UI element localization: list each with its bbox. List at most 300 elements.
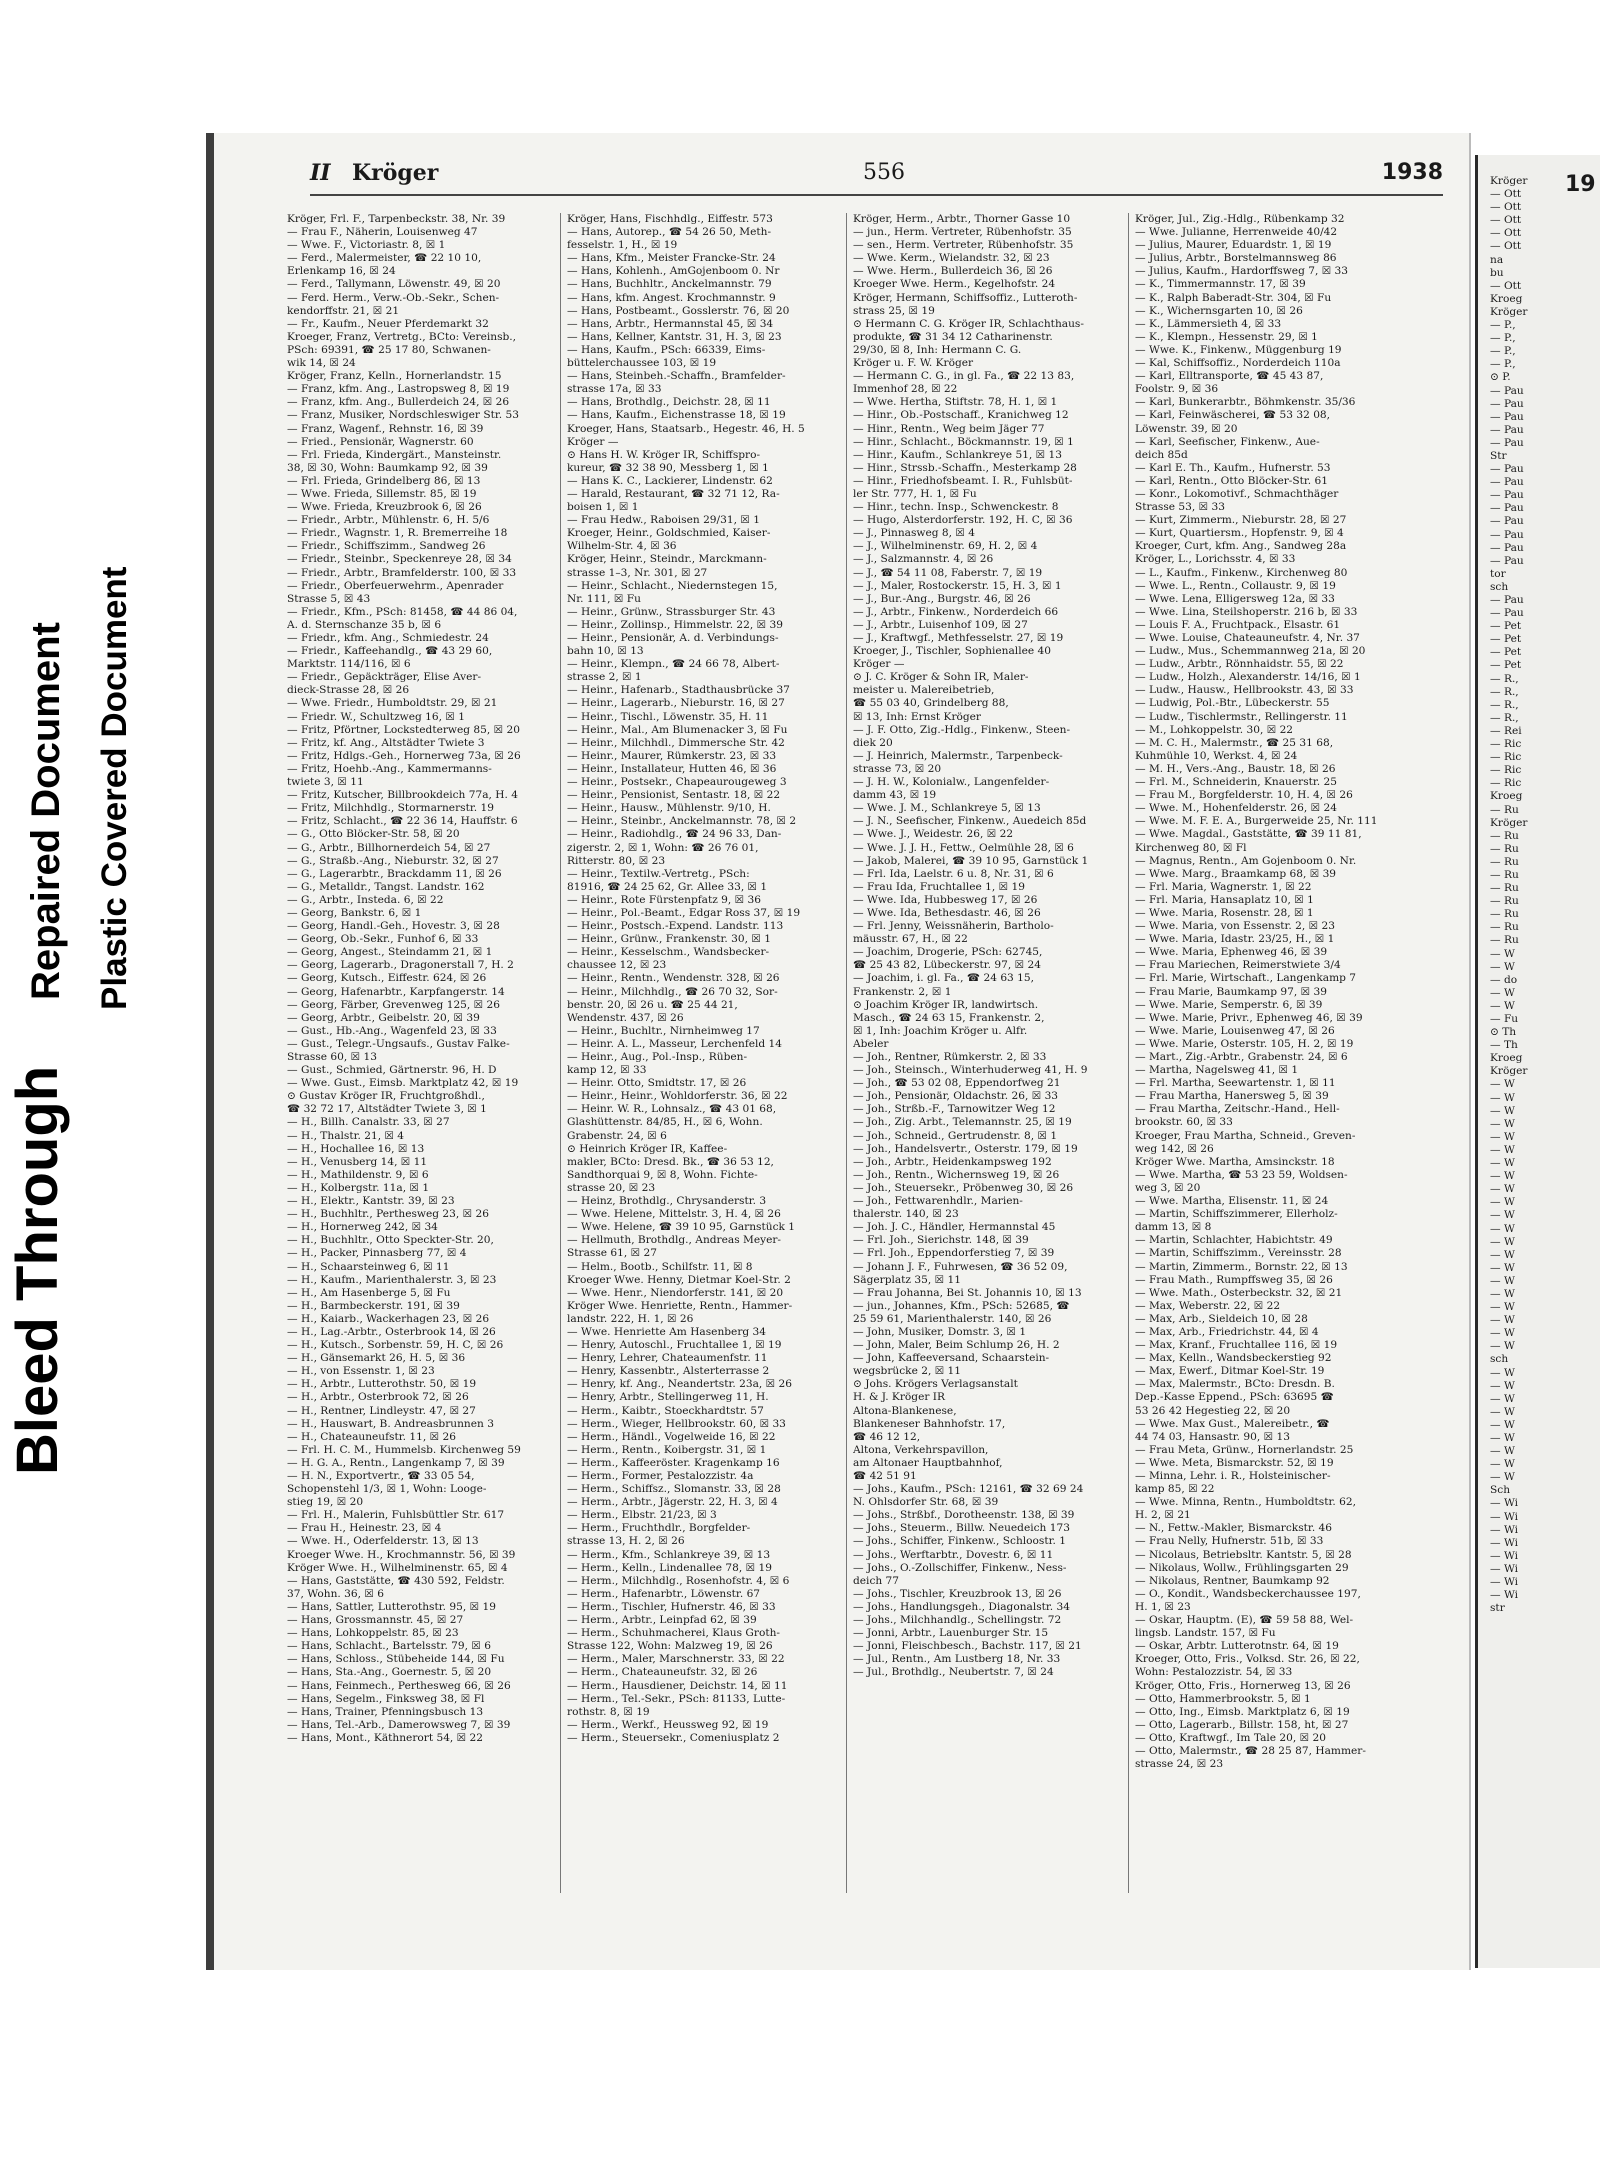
- directory-entry: strasse 24, ☒ 23: [1135, 1758, 1224, 1771]
- edge-entry: — Wi: [1490, 1589, 1519, 1602]
- directory-entry: Kröger, Jul., Zig.-Hdlg., Rübenkamp 32: [1135, 213, 1345, 225]
- directory-entry: — Magnus, Rentn., Am Gojenboom 0. Nr.: [1135, 854, 1357, 867]
- directory-entry: — Frl. Frieda, Grindelberg 86, ☒ 13: [287, 474, 481, 487]
- directory-entry: — Ferd., Tallymann, Löwenstr. 49, ☒ 20: [287, 278, 501, 291]
- directory-entry: — Hans, Lohkoppelstr. 85, ☒ 23: [287, 1627, 459, 1640]
- directory-entry: meister u. Malereibetrieb,: [853, 684, 995, 697]
- directory-entry: Erlenkamp 16, ☒ 24: [287, 265, 396, 278]
- directory-entry: — Frau Math., Rumpffsweg 35, ☒ 26: [1135, 1273, 1333, 1286]
- edge-entry: — Ru: [1490, 895, 1519, 908]
- directory-entry: — J. N., Seefischer, Finkenw., Auedeich 85d: [853, 815, 1087, 828]
- directory-entry: — Hans, Feinmech., Perthesweg 66, ☒ 26: [287, 1679, 511, 1692]
- directory-entry: strasse 13, H. 2, ☒ 26: [567, 1535, 685, 1548]
- directory-entry: — Georg, Kutsch., Eiffestr. 624, ☒ 26: [287, 972, 487, 985]
- page-prefix: II: [310, 160, 331, 186]
- directory-entry: — Karl, Elltransporte, ☎ 45 43 87,: [1135, 370, 1324, 383]
- directory-entry: Kröger, Otto, Fris., Hornerweg 13, ☒ 26: [1135, 1679, 1351, 1692]
- directory-entry: — Heinr. A. L., Masseur, Lerchenfeld 14: [567, 1037, 783, 1050]
- directory-entry: Kröger, L., Lorichsstr. 4, ☒ 33: [1135, 553, 1296, 566]
- directory-entry: — Helm., Bootb., Schilfstr. 11, ☒ 8: [567, 1260, 753, 1273]
- directory-entry: — Julius, Maurer, Eduardstr. 1, ☒ 19: [1135, 239, 1332, 252]
- directory-entry: strasse 20, ☒ 23: [567, 1181, 656, 1194]
- directory-entry: — Hinr., Ob.-Postschaff., Kranichweg 12: [853, 409, 1069, 422]
- directory-entry: — Wwe. Maria, Ephenweg 46, ☒ 39: [1135, 946, 1328, 959]
- directory-entry: am Altonaer Hauptbahnhof,: [853, 1456, 1003, 1469]
- next-page-year: 19: [1565, 172, 1596, 197]
- directory-entry: — Hans, Kellner, Kantstr. 31, H. 3, ☒ 23: [567, 330, 782, 343]
- directory-column-2: [567, 213, 831, 1893]
- directory-entry: — Georg, Ob.-Sekr., Funhof 6, ☒ 33: [287, 933, 479, 946]
- directory-entry: — Johs., Werftarbtr., Dovestr. 6, ☒ 11: [853, 1548, 1054, 1561]
- directory-entry: — Franz, kfm. Ang., Lastropsweg 8, ☒ 19: [287, 383, 510, 396]
- directory-entry: — Frau Hedw., Raboisen 29/31, ☒ 1: [567, 514, 760, 527]
- directory-entry: — Heinr., Steinbr., Anckelmannstr. 78, ☒ 2: [567, 815, 797, 828]
- directory-entry: — H., von Essenstr. 1, ☒ 23: [287, 1365, 435, 1378]
- directory-entry: — G., Otto Blöcker-Str. 58, ☒ 20: [287, 828, 460, 841]
- directory-entry: ⊙ J. C. Kröger & Sohn IR, Maler-: [853, 671, 1029, 684]
- directory-entry: fesselstr. 1, H., ☒ 19: [567, 239, 678, 252]
- directory-entry: — Hermann C. G., in gl. Fa., ☎ 22 13 83,: [853, 370, 1075, 383]
- directory-entry: — Hinr., techn. Insp., Schwenckestr. 8: [853, 501, 1059, 514]
- directory-entry: — Herm., Former, Pestalozzistr. 4a: [567, 1470, 754, 1482]
- directory-entry: — Fritz, Milchhdlg., Stormarnerstr. 19: [287, 802, 494, 815]
- edge-entry: — W: [1490, 1274, 1515, 1287]
- directory-entry: — Frau Martha, Zeitschr.-Hand., Hell-: [1135, 1103, 1340, 1116]
- directory-entry: kureur, ☎ 32 38 90, Messberg 1, ☒ 1: [567, 461, 769, 474]
- edge-entry: Kröger: [1490, 816, 1528, 829]
- directory-entry: — K., Lämmersieth 4, ☒ 33: [1135, 317, 1282, 330]
- directory-entry: — Herm., Werkf., Heussweg 92, ☒ 19: [567, 1718, 769, 1731]
- directory-entry: — Friedr., Oberfeuerwehrm., Apenrader: [287, 579, 504, 592]
- directory-entry: — Wwe. Frieda, Sillemstr. 85, ☒ 19: [287, 487, 477, 500]
- edge-entry: — Ric: [1490, 751, 1522, 764]
- directory-entry: — Martin, Schiffszimmerer, Ellerholz-: [1135, 1208, 1338, 1221]
- directory-entry: ☎ 46 12 12,: [853, 1430, 921, 1443]
- directory-entry: — H. N., Exportvertr., ☎ 33 05 54,: [287, 1470, 475, 1482]
- directory-entry: — Wwe. Henr., Niendorferstr. 141, ☒ 20: [567, 1286, 784, 1299]
- directory-entry: — Oskar, Hauptm. (E), ☎ 59 58 88, Wel-: [1135, 1614, 1354, 1627]
- directory-entry: deich 85d: [1135, 448, 1188, 461]
- edge-entry: — Pau: [1490, 541, 1524, 554]
- edge-entry: — P.,: [1490, 332, 1516, 345]
- directory-entry: Kröger u. F. W. Kröger: [853, 357, 974, 370]
- directory-entry: ⊙ Hermann C. G. Kröger IR, Schlachthaus-: [853, 317, 1084, 330]
- directory-entry: strasse 17a, ☒ 33: [567, 383, 662, 396]
- directory-entry: Kröger, Herm., Arbtr., Thorner Gasse 10: [853, 213, 1071, 225]
- directory-entry: — Frau Johanna, Bei St. Johannis 10, ☒ 13: [853, 1286, 1082, 1299]
- directory-entry: — Johs., Schiffer, Finkenw., Schloostr. 1: [853, 1535, 1066, 1548]
- directory-entry: — Nikolaus, Wollw., Frühlingsgarten 29: [1135, 1561, 1349, 1574]
- directory-entry: — Hans, Buchhltr., Anckelmannstr. 79: [567, 278, 772, 291]
- directory-entry: H. 2, ☒ 21: [1135, 1509, 1191, 1522]
- directory-entry: — Wwe. Henriette Am Hasenberg 34: [567, 1325, 767, 1338]
- directory-entry: — Hans, Brothdlg., Deichstr. 28, ☒ 11: [567, 396, 771, 409]
- directory-entry: — Heinr., Rote Fürstenpfatz 9, ☒ 36: [567, 893, 761, 906]
- plastic-covered-label: Plastic Covered Document: [95, 566, 134, 1010]
- directory-entry: Wilhelm-Str. 4, ☒ 36: [567, 540, 677, 553]
- directory-entry: — Ludw., Holzh., Alexanderstr. 14/16, ☒ 1: [1135, 671, 1361, 684]
- directory-entry: Strasse 5, ☒ 43: [287, 592, 371, 605]
- directory-entry: — G., Metalldr., Tangst. Landstr. 162: [287, 880, 485, 893]
- edge-entry: — Ru: [1490, 934, 1519, 947]
- edge-entry: Kroeg: [1490, 292, 1523, 305]
- directory-entry: — Hans, Schlacht., Bartelsstr. 79, ☒ 6: [287, 1640, 492, 1653]
- directory-entry: — H., Lag.-Arbtr., Osterbrook 14, ☒ 26: [287, 1325, 496, 1338]
- directory-entry: — H., Arbtr., Osterbrook 72, ☒ 26: [287, 1391, 469, 1404]
- directory-entry: — Ludw., Hausw., Hellbrookstr. 43, ☒ 33: [1135, 684, 1354, 697]
- directory-entry: Löwenstr. 39, ☒ 20: [1135, 422, 1238, 435]
- directory-entry: ⊙ Heinrich Kröger IR, Kaffee-: [567, 1142, 728, 1155]
- edge-entry: — Pet: [1490, 633, 1522, 646]
- directory-entry: — Georg, Hafenarbtr., Karpfangerstr. 14: [287, 985, 505, 998]
- directory-entry: Kröger —: [567, 435, 619, 448]
- directory-entry: — Fritz, Schlacht., ☎ 22 36 14, Hauffstr. 6: [287, 815, 518, 828]
- directory-entry: — Hans, Steinbeh.-Schaffn., Bramfelder-: [567, 370, 786, 383]
- directory-entry: Abeler: [853, 1037, 889, 1050]
- directory-entry: — Hans, Tel.-Arb., Damerowsweg 7, ☒ 39: [287, 1718, 511, 1731]
- directory-entry: dieck-Strasse 28, ☒ 26: [287, 684, 410, 697]
- directory-entry: — Hans, Mont., Käthnerort 54, ☒ 22: [287, 1731, 484, 1744]
- directory-entry: — M. H., Vers.-Ang., Baustr. 18, ☒ 26: [1135, 762, 1336, 775]
- directory-entry: — Wwe. L., Rentn., Collaustr. 9, ☒ 19: [1135, 579, 1336, 592]
- directory-entry: — Joh., Pensionär, Oldachstr. 26, ☒ 33: [853, 1090, 1059, 1103]
- directory-entry: rothstr. 8, ☒ 19: [567, 1705, 650, 1718]
- directory-entry: Nr. 111, ☒ Fu: [567, 592, 641, 605]
- edge-entry: — W: [1490, 1209, 1515, 1222]
- edge-entry: — W: [1490, 1248, 1515, 1261]
- directory-entry: ⊙ Hans H. W. Kröger IR, Schiffspro-: [567, 448, 761, 461]
- edge-entry: — W: [1490, 947, 1515, 960]
- edge-entry: — Ric: [1490, 777, 1522, 790]
- directory-entry: Strasse 61, ☒ 27: [567, 1247, 657, 1260]
- edge-entry: — Rei: [1490, 724, 1522, 737]
- directory-entry: ☒ 13, Inh: Ernst Kröger: [853, 710, 981, 723]
- directory-entry: Schopenstehl 1/3, ☒ 1, Wohn: Looge-: [287, 1483, 487, 1496]
- edge-entry: — Pau: [1490, 502, 1524, 515]
- directory-entry: — Frl. Marie, Wirtschaft., Langenkamp 7: [1135, 972, 1357, 985]
- directory-entry: — Kurt, Quartiersm., Hopfenstr. 9, ☒ 4: [1135, 527, 1344, 540]
- directory-entry: diek 20: [853, 736, 893, 749]
- directory-entry: — Wwe. Magdal., Gaststätte, ☎ 39 11 81,: [1135, 828, 1362, 841]
- directory-entry: — Herm., Kfm., Schlankreye 39, ☒ 13: [567, 1548, 771, 1561]
- directory-entry: — Wwe. M. F. E. A., Burgerweide 25, Nr. 111: [1135, 815, 1378, 828]
- directory-entry: — Herm., Händl., Vogelweide 16, ☒ 22: [567, 1430, 776, 1443]
- directory-entry: — Herm., Hafenarbtr., Löwenstr. 67: [567, 1587, 761, 1600]
- directory-entry: — J., Salzmannstr. 4, ☒ 26: [853, 553, 994, 566]
- directory-entry: — Hinr., Schlacht., Böckmannstr. 19, ☒ 1: [853, 435, 1074, 448]
- edge-entry: — Wi: [1490, 1562, 1519, 1575]
- directory-entry: — Henry, Autoschl., Fruchtallee 1, ☒ 19: [567, 1339, 782, 1352]
- directory-entry: Strasse 53, ☒ 33: [1135, 501, 1225, 514]
- directory-entry: — Herm., Steuersekr., Comeniusplatz 2: [567, 1731, 780, 1744]
- directory-entry: — Friedr., Kaffeehandlg., ☎ 43 29 60,: [287, 645, 493, 658]
- directory-entry: — Heinr., Installateur, Hutten 46, ☒ 36: [567, 762, 777, 775]
- directory-entry: chaussee 12, ☒ 23: [567, 959, 667, 972]
- directory-entry: — Heinr., Postsekr., Chapeaurougeweg 3: [567, 776, 787, 789]
- edge-entry: Kröger: [1490, 175, 1528, 187]
- column-divider: [560, 213, 561, 1893]
- directory-entry: — H., Schaarsteinweg 6, ☒ 11: [287, 1260, 450, 1273]
- directory-entry: — Friedr. W., Schultzweg 16, ☒ 1: [287, 710, 465, 723]
- directory-entry: — Jul., Brothdlg., Neubertstr. 7, ☒ 24: [853, 1666, 1054, 1679]
- directory-entry: Frankenstr. 2, ☒ 1: [853, 985, 952, 998]
- directory-entry: benstr. 20, ☒ 26 u. ☎ 25 44 21,: [567, 998, 738, 1011]
- directory-entry: — G., Lagerarbtr., Brackdamm 11, ☒ 26: [287, 867, 502, 880]
- directory-entry: — H., Hornerweg 242, ☒ 34: [287, 1221, 438, 1234]
- directory-entry: — Max, Ewerf., Ditmar Koel-Str. 19: [1135, 1365, 1325, 1378]
- directory-entry: — H., Kolbergstr. 11a, ☒ 1: [287, 1181, 430, 1194]
- edge-entry: Kröger: [1490, 305, 1528, 318]
- directory-entry: — Nicolaus, Betriebsltr. Kantstr. 5, ☒ 28: [1135, 1548, 1352, 1561]
- directory-entry: — John, Kaffeeversand, Schaarstein-: [853, 1352, 1050, 1365]
- directory-entry: strass 25, ☒ 19: [853, 304, 935, 317]
- directory-entry: — Heinr., Grünw., Frankenstr. 30, ☒ 1: [567, 933, 771, 946]
- directory-entry: — Joh., Rentner, Rümkerstr. 2, ☒ 33: [853, 1051, 1047, 1063]
- directory-entry: — Fritz, Kutscher, Billbrookdeich 77a, H. 4: [287, 789, 518, 802]
- directory-entry: — H., Buchhltr., Otto Speckter-Str. 20,: [287, 1234, 494, 1247]
- directory-page: [206, 133, 1469, 1970]
- edge-entry: — Pau: [1490, 528, 1524, 541]
- edge-entry: — Ott: [1490, 279, 1522, 292]
- directory-entry: — Frau Ida, Fruchtallee 1, ☒ 19: [853, 880, 1025, 893]
- directory-entry: — M., Lohkoppelstr. 30, ☒ 22: [1135, 723, 1294, 736]
- directory-entry: — Joh., Strßb.-F., Tarnowitzer Weg 12: [853, 1103, 1056, 1116]
- edge-entry: — Ru: [1490, 921, 1519, 934]
- directory-entry: brookstr. 60, ☒ 33: [1135, 1116, 1233, 1129]
- directory-entry: — J. F. Otto, Zig.-Hdlg., Finkenw., Steen-: [853, 723, 1071, 736]
- edge-entry: — Th: [1490, 1039, 1518, 1052]
- directory-entry: Immenhof 28, ☒ 22: [853, 383, 958, 396]
- directory-entry: — Henry, Arbtr., Stellingerweg 11, H.: [567, 1391, 769, 1404]
- directory-entry: Kroeger, Heinr., Goldschmied, Kaiser-: [567, 527, 771, 540]
- directory-column-1: [287, 213, 551, 1893]
- directory-entry: 25 59 61, Marienthalerstr. 140, ☒ 26: [853, 1312, 1052, 1325]
- edge-entry: — R.,: [1490, 672, 1519, 685]
- directory-entry: wik 14, ☒ 24: [287, 357, 356, 370]
- directory-entry: — Heinr., Milchhdlg., ☎ 26 70 32, Sor-: [567, 985, 778, 998]
- edge-entry: — Wi: [1490, 1549, 1519, 1562]
- directory-entry: — Frau Meta, Grünw., Hornerlandstr. 25: [1135, 1443, 1354, 1456]
- page-name: Kröger: [352, 160, 439, 186]
- directory-entry: — Hans, Kaufm., PSch: 66339, Eims-: [567, 343, 766, 356]
- directory-entry: — Gust., Hb.-Ang., Wagenfeld 23, ☒ 33: [287, 1024, 497, 1037]
- directory-entry: — Hans, Kfm., Meister Francke-Str. 24: [567, 252, 776, 265]
- directory-entry: — Johann J. F., Fuhrwesen, ☎ 36 52 09,: [853, 1260, 1068, 1273]
- directory-entry: — Wwe. J. J. H., Fettw., Oelmühle 28, ☒ 6: [853, 841, 1074, 854]
- directory-entry: Ritterstr. 80, ☒ 23: [567, 854, 666, 867]
- directory-entry: — Heinr., Klempn., ☎ 24 66 78, Albert-: [567, 658, 780, 671]
- directory-entry: ☎ 55 03 40, Grindelberg 88,: [853, 697, 1009, 710]
- directory-entry: — Joachim, i. gl. Fa., ☎ 24 63 15,: [853, 972, 1035, 985]
- edge-entry: — W: [1490, 999, 1515, 1012]
- bleed-through-label: Bleed Through: [5, 1065, 70, 1475]
- edge-entry: — R.,: [1490, 698, 1519, 711]
- directory-entry: — Nikolaus, Rentner, Baumkamp 92: [1135, 1574, 1330, 1587]
- directory-entry: — Heinr., Lagerarb., Nieburstr. 16, ☒ 27: [567, 697, 785, 710]
- directory-entry: — Heinr., Mal., Am Blumenacker 3, ☒ Fu: [567, 723, 788, 736]
- directory-entry: — Wwe. H., Oderfelderstr. 13, ☒ 13: [287, 1535, 479, 1548]
- directory-entry: Wendenstr. 437, ☒ 26: [567, 1011, 684, 1024]
- directory-entry: — Max, Kelln., Wandsbeckerstieg 92: [1135, 1352, 1332, 1365]
- edge-entry: — W: [1490, 1157, 1515, 1170]
- directory-entry: — G., Straßb.-Ang., Nieburstr. 32, ☒ 27: [287, 854, 499, 867]
- directory-entry: — H., Hochallee 16, ☒ 13: [287, 1142, 425, 1155]
- directory-entry: — Max, Malermstr., BCto: Dresdn. B.: [1135, 1378, 1335, 1391]
- directory-entry: PSch: 69391, ☎ 25 17 80, Schwanen-: [287, 343, 491, 356]
- directory-entry: — Hans, Segelm., Finksweg 38, ☒ Fl: [287, 1692, 485, 1705]
- directory-entry: — J., ☎ 54 11 08, Faberstr. 7, ☒ 19: [853, 566, 1043, 579]
- directory-entry: — K., Timmermannstr. 17, ☒ 39: [1135, 278, 1306, 291]
- directory-entry: damm 13, ☒ 8: [1135, 1221, 1212, 1234]
- directory-entry: 38, ☒ 30, Wohn: Baumkamp 92, ☒ 39: [287, 461, 488, 474]
- directory-entry: — Herm., Rentn., Koibergstr. 31, ☒ 1: [567, 1443, 767, 1456]
- directory-entry: — Wwe. Gust., Eimsb. Marktplatz 42, ☒ 19: [287, 1077, 519, 1090]
- directory-entry: ☎ 32 72 17, Altstädter Twiete 3, ☒ 1: [287, 1103, 487, 1116]
- directory-entry: — Fritz, Hdlgs.-Geh., Hornerweg 73a, ☒ 26: [287, 749, 521, 762]
- directory-entry: — Karl, Rentn., Otto Blöcker-Str. 61: [1135, 474, 1329, 487]
- directory-entry: — Hans, Schloss., Stübeheide 144, ☒ Fu: [287, 1653, 505, 1666]
- directory-entry: — Georg, Bankstr. 6, ☒ 1: [287, 906, 422, 919]
- directory-entry: — L., Kaufm., Finkenw., Kirchenweg 80: [1135, 566, 1348, 579]
- directory-entry: 44 74 03, Hansastr. 90, ☒ 13: [1135, 1430, 1290, 1443]
- directory-entry: strasse 2, ☒ 1: [567, 671, 642, 684]
- edge-entry: — W: [1490, 1471, 1515, 1484]
- directory-entry: wegsbrücke 2, ☒ 11: [853, 1365, 962, 1378]
- directory-entry: — Jakob, Malerei, ☎ 39 10 95, Garnstück 1: [853, 854, 1089, 867]
- directory-entry: — Julius, Kaufm., Hardorffsweg 7, ☒ 33: [1135, 265, 1349, 278]
- directory-entry: thalerstr. 140, ☒ 23: [853, 1208, 959, 1221]
- directory-entry: — Joh., Steuersekr., Pröbenweg 30, ☒ 26: [853, 1181, 1074, 1194]
- directory-entry: — J., Arbtr., Luisenhof 109, ☒ 27: [853, 618, 1028, 631]
- directory-entry: — Johs., Kaufm., PSch: 12161, ☎ 32 69 24: [853, 1483, 1084, 1496]
- directory-entry: — Ferd., Malermeister, ☎ 22 10 10,: [287, 252, 482, 265]
- directory-entry: makler, BCto: Dresd. Bk., ☎ 36 53 12,: [567, 1155, 774, 1168]
- directory-entry: — Friedr., Schiffszimm., Sandweg 26: [287, 540, 486, 553]
- edge-entry: — Pet: [1490, 646, 1522, 659]
- directory-entry: — Frl. Joh., Eppendorferstieg 7, ☒ 39: [853, 1247, 1055, 1260]
- directory-entry: — Johs., O.-Zollschiffer, Finkenw., Ness-: [853, 1561, 1067, 1574]
- directory-entry: produkte, ☎ 31 34 12 Catharinenstr.: [853, 330, 1053, 343]
- directory-entry: — Hans, Arbtr., Hermannstal 45, ☒ 34: [567, 317, 774, 330]
- directory-entry: — Wwe. Martha, ☎ 53 23 59, Woldsen-: [1135, 1168, 1348, 1181]
- directory-entry: — M. C. H., Malermstr., ☎ 25 31 68,: [1135, 736, 1334, 749]
- directory-entry: — H., Buchhltr., Perthesweg 23, ☒ 26: [287, 1208, 489, 1221]
- directory-entry: — Jonni, Arbtr., Lauenburger Str. 15: [853, 1627, 1049, 1640]
- directory-entry: — Heinz, Brothdlg., Chrysanderstr. 3: [567, 1195, 767, 1208]
- directory-entry: — Joachim, Drogerie, PSch: 62745,: [853, 946, 1043, 959]
- directory-entry: — Gust., Telegr.-Ungsaufs., Gustav Falke-: [287, 1037, 510, 1050]
- directory-entry: Kuhmühle 10, Werkst. 4, ☒ 24: [1135, 749, 1298, 762]
- directory-entry: — Hans, Kaufm., Eichenstrasse 18, ☒ 19: [567, 409, 786, 422]
- edge-entry: — W: [1490, 1418, 1515, 1431]
- directory-entry: — Kurt, Zimmerm., Nieburstr. 28, ☒ 27: [1135, 514, 1347, 527]
- directory-entry: ☎ 25 43 82, Lübeckerstr. 97, ☒ 24: [853, 959, 1041, 972]
- directory-entry: — J. Heinrich, Malermstr., Tarpenbeck-: [853, 749, 1063, 762]
- directory-entry: — Ludw., Mus., Schemmannweg 21a, ☒ 20: [1135, 645, 1366, 658]
- edge-entry: — Pet: [1490, 659, 1522, 672]
- edge-entry: — W: [1490, 1287, 1515, 1300]
- edge-entry: — W: [1490, 1222, 1515, 1235]
- directory-entry: — Henry, kf. Ang., Neandertstr. 23a, ☒ 26: [567, 1378, 792, 1391]
- directory-entry: — Wwe. Maria, Idastr. 23/25, H., ☒ 1: [1135, 933, 1335, 946]
- directory-entry: H. 1, ☒ 23: [1135, 1600, 1191, 1613]
- directory-entry: büttelerchaussee 103, ☒ 19: [567, 357, 717, 370]
- directory-entry: strasse 73, ☒ 20: [853, 762, 942, 775]
- directory-entry: bahn 10, ☒ 13: [567, 645, 644, 658]
- directory-entry: — Frau Martha, Hanersweg 5, ☒ 39: [1135, 1090, 1329, 1103]
- directory-entry: Grabenstr. 24, ☒ 6: [567, 1129, 667, 1142]
- directory-entry: — Frau Nelly, Hufnerstr. 51b, ☒ 33: [1135, 1535, 1324, 1548]
- directory-entry: — Heinr., Postsch.-Expend. Landstr. 113: [567, 920, 784, 933]
- edge-entry: — Ott: [1490, 227, 1522, 240]
- directory-entry: — Heinr., Radiohdlg., ☎ 24 96 33, Dan-: [567, 828, 782, 841]
- directory-entry: — Heinr., Tischl., Löwenstr. 35, H. 11: [567, 710, 769, 723]
- directory-entry: boisen 1, ☒ 1: [567, 501, 639, 514]
- directory-entry: Kröger, Hans, Fischhdlg., Eiffestr. 573: [567, 213, 773, 225]
- edge-entry: — Pau: [1490, 436, 1524, 449]
- directory-entry: — Wwe. Maria, von Essenstr. 2, ☒ 23: [1135, 920, 1335, 933]
- directory-entry: — Otto, Ing., Eimsb. Marktplatz 6, ☒ 19: [1135, 1705, 1350, 1718]
- directory-entry: — Wwe. Lena, Elligersweg 12a, ☒ 33: [1135, 592, 1335, 605]
- edge-entry: — Ott: [1490, 214, 1522, 227]
- directory-entry: — H., Chateauneufstr. 11, ☒ 26: [287, 1430, 456, 1443]
- page-year: 1938: [1381, 160, 1443, 185]
- directory-entry: — Hans, Sta.-Ang., Goernestr. 5, ☒ 20: [287, 1666, 492, 1679]
- edge-entry: — W: [1490, 1170, 1515, 1183]
- directory-entry: — Joh., Zig. Arbt., Telemannstr. 25, ☒ 19: [853, 1116, 1072, 1129]
- directory-entry: — Johs., Handlungsgeh., Diagonalstr. 34: [853, 1600, 1071, 1613]
- directory-entry: — Heinr., Maurer, Rümkerstr. 23, ☒ 33: [567, 749, 777, 762]
- directory-entry: — Frau Mariechen, Reimerstwiete 3/4: [1135, 959, 1341, 972]
- directory-entry: — jun., Herm. Vertreter, Rübenhofstr. 35: [853, 226, 1072, 239]
- directory-entry: — Friedr., Gepäckträger, Elise Aver-: [287, 671, 482, 684]
- directory-entry: — Herm., Tischler, Hufnerstr. 46, ☒ 33: [567, 1600, 776, 1613]
- directory-entry: — H., Mathildenstr. 9, ☒ 6: [287, 1168, 429, 1181]
- directory-entry: — J., Bur.-Ang., Burgstr. 46, ☒ 26: [853, 592, 1031, 605]
- directory-entry: Kroeger, Frau Martha, Schneid., Greven-: [1135, 1129, 1356, 1142]
- directory-entry: — Oskar, Arbtr. Lutterotnstr. 64, ☒ 19: [1135, 1640, 1339, 1653]
- edge-entry: na: [1490, 253, 1504, 266]
- directory-entry: damm 43, ☒ 19: [853, 789, 937, 802]
- directory-entry: — H., Kutsch., Sorbenstr. 59, H. C, ☒ 26: [287, 1339, 504, 1352]
- directory-entry: — Frl. M., Schneiderin, Knauerstr. 25: [1135, 776, 1338, 789]
- directory-entry: — Herm., Arbtr., Leinpfad 62, ☒ 39: [567, 1614, 757, 1627]
- directory-entry: — Heinr., Rentn., Wendenstr. 328, ☒ 26: [567, 972, 780, 985]
- directory-entry: — Herm., Maler, Marschnerstr. 33, ☒ 22: [567, 1653, 785, 1666]
- directory-entry: — Heinr., Milchhdl., Dimmersche Str. 42: [567, 736, 785, 749]
- directory-entry: — J., Kraftwgf., Methfesselstr. 27, ☒ 19: [853, 632, 1064, 644]
- directory-entry: — John, Maler, Beim Schlump 26, H. 2: [853, 1339, 1060, 1352]
- directory-entry: — H., Elektr., Kantstr. 39, ☒ 23: [287, 1195, 455, 1208]
- directory-entry: — Martin, Schiffszimm., Vereinsstr. 28: [1135, 1247, 1342, 1260]
- directory-entry: kamp 12, ☒ 33: [567, 1064, 647, 1077]
- directory-entry: — Hans, Autorep., ☎ 54 26 50, Meth-: [567, 226, 772, 239]
- directory-entry: Kröger, Franz, Kelln., Hornerlandstr. 15: [287, 370, 502, 383]
- edge-entry: — P.,: [1490, 319, 1516, 332]
- directory-entry: — Hugo, Alsterdorferstr. 192, H. C, ☒ 36: [853, 514, 1073, 527]
- directory-entry: — Martin, Zimmerm., Bornstr. 22, ☒ 13: [1135, 1260, 1348, 1273]
- directory-entry: — Frl. Martha, Seewartenstr. 1, ☒ 11: [1135, 1077, 1336, 1090]
- edge-entry: Sch: [1490, 1484, 1511, 1497]
- directory-entry: — Wwe. M., Hohenfelderstr. 26, ☒ 24: [1135, 802, 1337, 815]
- edge-entry: — Pau: [1490, 607, 1524, 620]
- directory-entry: — Otto, Hammerbrookstr. 5, ☒ 1: [1135, 1692, 1311, 1705]
- directory-entry: — Ferd. Herm., Verw.-Ob.-Sekr., Schen-: [287, 291, 500, 304]
- directory-entry: landstr. 222, H. 1, ☒ 26: [567, 1312, 694, 1325]
- directory-entry: — Frau H., Heinestr. 23, ☒ 4: [287, 1522, 442, 1535]
- directory-entry: — Fritz, kf. Ang., Altstädter Twiete 3: [287, 736, 485, 749]
- directory-entry: — Louis F. A., Fruchtpack., Elsastr. 61: [1135, 618, 1341, 631]
